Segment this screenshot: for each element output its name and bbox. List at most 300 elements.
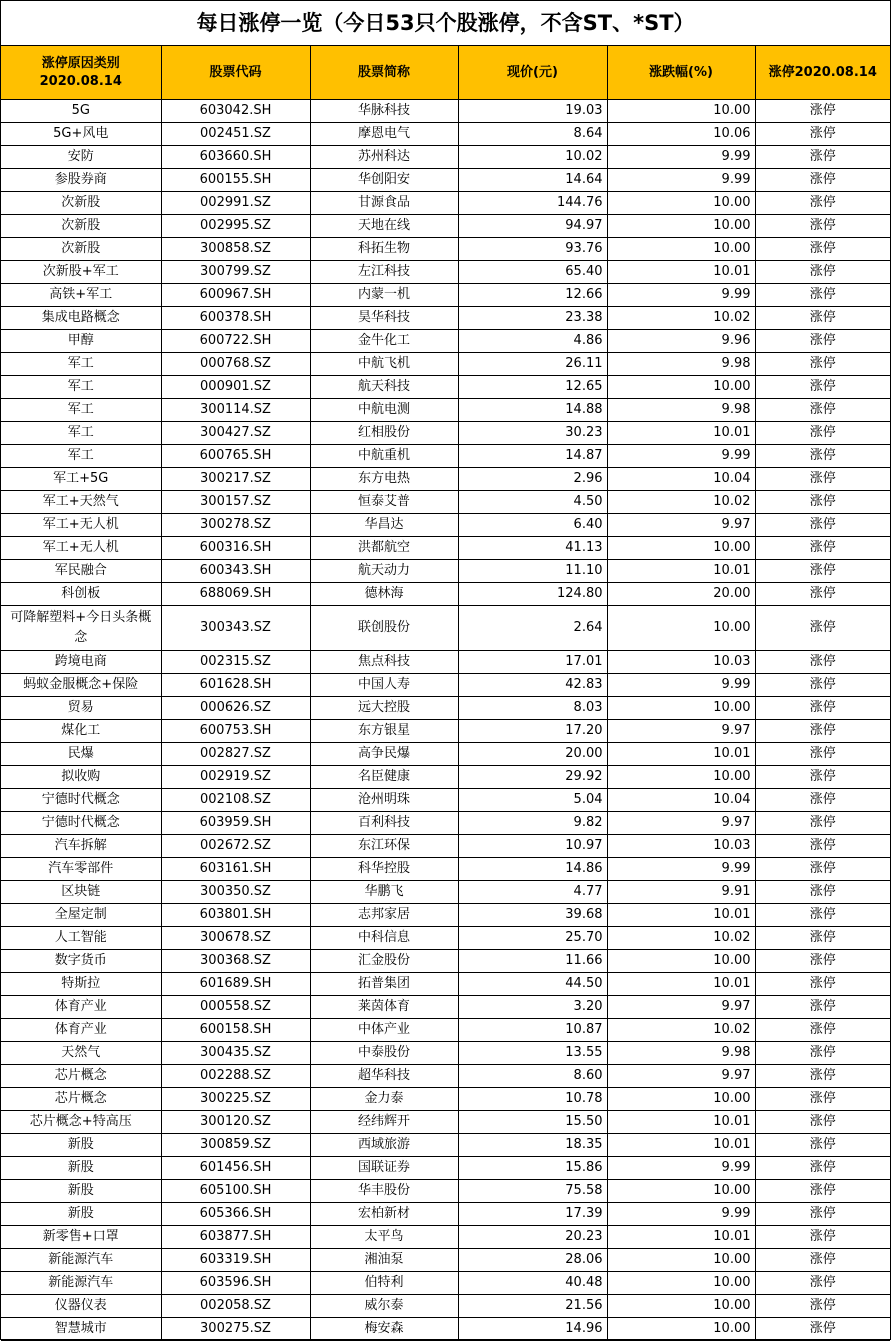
cell-status: 涨停 bbox=[755, 353, 890, 376]
cell-reason: 军工+天然气 bbox=[1, 491, 161, 514]
cell-code: 600967.SH bbox=[161, 284, 310, 307]
cell-name: 湘油泵 bbox=[310, 1249, 458, 1272]
cell-status: 涨停 bbox=[755, 422, 890, 445]
table-row bbox=[1, 1203, 890, 1226]
cell-status: 涨停 bbox=[755, 1318, 890, 1341]
cell-price: 17.20 bbox=[458, 720, 607, 743]
cell-reason: 高铁+军工 bbox=[1, 284, 161, 307]
cell-code: 000558.SZ bbox=[161, 996, 310, 1019]
cell-name: 东方银星 bbox=[310, 720, 458, 743]
cell-reason: 全屋定制 bbox=[1, 904, 161, 927]
cell-code: 600753.SH bbox=[161, 720, 310, 743]
cell-change: 10.01 bbox=[607, 973, 755, 996]
cell-change: 10.01 bbox=[607, 1111, 755, 1134]
cell-code: 603596.SH bbox=[161, 1272, 310, 1295]
cell-status: 涨停 bbox=[755, 927, 890, 950]
cell-reason: 5G bbox=[1, 100, 161, 123]
table-row bbox=[1, 307, 890, 330]
cell-status: 涨停 bbox=[755, 583, 890, 606]
table-row bbox=[1, 491, 890, 514]
cell-reason: 参股券商 bbox=[1, 169, 161, 192]
cell-reason: 军工 bbox=[1, 422, 161, 445]
cell-status: 涨停 bbox=[755, 560, 890, 583]
cell-change: 9.97 bbox=[607, 720, 755, 743]
cell-change: 9.99 bbox=[607, 284, 755, 307]
table-row bbox=[1, 146, 890, 169]
cell-reason: 民爆 bbox=[1, 743, 161, 766]
cell-code: 603801.SH bbox=[161, 904, 310, 927]
cell-status: 涨停 bbox=[755, 215, 890, 238]
cell-name: 超华科技 bbox=[310, 1065, 458, 1088]
cell-reason: 智慧城市 bbox=[1, 1318, 161, 1341]
table-row bbox=[1, 215, 890, 238]
cell-reason: 新股 bbox=[1, 1180, 161, 1203]
header-name: 股票简称 bbox=[310, 46, 458, 100]
cell-name: 甘源食品 bbox=[310, 192, 458, 215]
cell-code: 603042.SH bbox=[161, 100, 310, 123]
cell-reason: 拟收购 bbox=[1, 766, 161, 789]
cell-change: 9.91 bbox=[607, 881, 755, 904]
cell-name: 科拓生物 bbox=[310, 238, 458, 261]
cell-code: 603660.SH bbox=[161, 146, 310, 169]
table-row bbox=[1, 835, 890, 858]
cell-price: 93.76 bbox=[458, 238, 607, 261]
cell-reason: 次新股+军工 bbox=[1, 261, 161, 284]
cell-name: 华脉科技 bbox=[310, 100, 458, 123]
table-row bbox=[1, 1134, 890, 1157]
cell-code: 300799.SZ bbox=[161, 261, 310, 284]
cell-code: 300350.SZ bbox=[161, 881, 310, 904]
cell-name: 沧州明珠 bbox=[310, 789, 458, 812]
table-row bbox=[1, 789, 890, 812]
cell-name: 拓普集团 bbox=[310, 973, 458, 996]
cell-price: 20.23 bbox=[458, 1226, 607, 1249]
cell-reason: 跨境电商 bbox=[1, 651, 161, 674]
cell-code: 600722.SH bbox=[161, 330, 310, 353]
cell-code: 300217.SZ bbox=[161, 468, 310, 491]
cell-change: 10.00 bbox=[607, 1272, 755, 1295]
table-row bbox=[1, 1065, 890, 1088]
cell-status: 涨停 bbox=[755, 720, 890, 743]
table-row bbox=[1, 973, 890, 996]
cell-status: 涨停 bbox=[755, 1180, 890, 1203]
cell-price: 13.55 bbox=[458, 1042, 607, 1065]
cell-change: 9.99 bbox=[607, 1203, 755, 1226]
cell-status: 涨停 bbox=[755, 376, 890, 399]
cell-change: 9.99 bbox=[607, 858, 755, 881]
cell-name: 宏柏新材 bbox=[310, 1203, 458, 1226]
cell-price: 10.87 bbox=[458, 1019, 607, 1042]
cell-price: 5.04 bbox=[458, 789, 607, 812]
cell-code: 688069.SH bbox=[161, 583, 310, 606]
cell-status: 涨停 bbox=[755, 1111, 890, 1134]
table-row bbox=[1, 261, 890, 284]
cell-code: 603161.SH bbox=[161, 858, 310, 881]
cell-status: 涨停 bbox=[755, 835, 890, 858]
cell-status: 涨停 bbox=[755, 307, 890, 330]
cell-name: 太平鸟 bbox=[310, 1226, 458, 1249]
cell-reason: 新股 bbox=[1, 1157, 161, 1180]
cell-reason: 军工 bbox=[1, 376, 161, 399]
table-row bbox=[1, 743, 890, 766]
cell-change: 10.00 bbox=[607, 766, 755, 789]
cell-change: 9.97 bbox=[607, 1065, 755, 1088]
cell-price: 17.39 bbox=[458, 1203, 607, 1226]
cell-code: 002827.SZ bbox=[161, 743, 310, 766]
cell-status: 涨停 bbox=[755, 904, 890, 927]
cell-change: 10.00 bbox=[607, 100, 755, 123]
cell-reason: 新零售+口罩 bbox=[1, 1226, 161, 1249]
cell-name: 苏州科达 bbox=[310, 146, 458, 169]
cell-name: 德林海 bbox=[310, 583, 458, 606]
cell-status: 涨停 bbox=[755, 789, 890, 812]
cell-status: 涨停 bbox=[755, 399, 890, 422]
cell-name: 中国人寿 bbox=[310, 674, 458, 697]
cell-code: 300427.SZ bbox=[161, 422, 310, 445]
cell-name: 焦点科技 bbox=[310, 651, 458, 674]
table-row bbox=[1, 766, 890, 789]
cell-change: 9.98 bbox=[607, 399, 755, 422]
table-row bbox=[1, 697, 890, 720]
cell-price: 15.86 bbox=[458, 1157, 607, 1180]
cell-code: 300858.SZ bbox=[161, 238, 310, 261]
cell-price: 6.40 bbox=[458, 514, 607, 537]
cell-change: 9.98 bbox=[607, 1042, 755, 1065]
table-row bbox=[1, 445, 890, 468]
cell-code: 300120.SZ bbox=[161, 1111, 310, 1134]
cell-code: 600316.SH bbox=[161, 537, 310, 560]
cell-name: 百利科技 bbox=[310, 812, 458, 835]
cell-status: 涨停 bbox=[755, 491, 890, 514]
cell-code: 300278.SZ bbox=[161, 514, 310, 537]
cell-code: 002288.SZ bbox=[161, 1065, 310, 1088]
table-row bbox=[1, 1042, 890, 1065]
cell-reason: 军工+无人机 bbox=[1, 537, 161, 560]
cell-status: 涨停 bbox=[755, 169, 890, 192]
cell-reason: 煤化工 bbox=[1, 720, 161, 743]
cell-price: 75.58 bbox=[458, 1180, 607, 1203]
cell-price: 39.68 bbox=[458, 904, 607, 927]
table-row bbox=[1, 376, 890, 399]
cell-code: 603877.SH bbox=[161, 1226, 310, 1249]
cell-code: 002108.SZ bbox=[161, 789, 310, 812]
cell-reason: 数字货币 bbox=[1, 950, 161, 973]
cell-code: 300435.SZ bbox=[161, 1042, 310, 1065]
cell-reason: 科创板 bbox=[1, 583, 161, 606]
cell-status: 涨停 bbox=[755, 881, 890, 904]
cell-reason: 新能源汽车 bbox=[1, 1272, 161, 1295]
cell-reason: 次新股 bbox=[1, 215, 161, 238]
cell-change: 10.03 bbox=[607, 835, 755, 858]
cell-status: 涨停 bbox=[755, 468, 890, 491]
table-row bbox=[1, 1249, 890, 1272]
cell-code: 002058.SZ bbox=[161, 1295, 310, 1318]
cell-change: 10.01 bbox=[607, 904, 755, 927]
cell-code: 603319.SH bbox=[161, 1249, 310, 1272]
cell-change: 9.97 bbox=[607, 514, 755, 537]
cell-status: 涨停 bbox=[755, 1019, 890, 1042]
table-row bbox=[1, 651, 890, 674]
cell-price: 9.82 bbox=[458, 812, 607, 835]
cell-price: 29.92 bbox=[458, 766, 607, 789]
cell-price: 14.87 bbox=[458, 445, 607, 468]
cell-reason: 安防 bbox=[1, 146, 161, 169]
table-row bbox=[1, 1272, 890, 1295]
cell-price: 17.01 bbox=[458, 651, 607, 674]
cell-code: 002315.SZ bbox=[161, 651, 310, 674]
cell-name: 昊华科技 bbox=[310, 307, 458, 330]
cell-name: 华鹏飞 bbox=[310, 881, 458, 904]
cell-name: 经纬辉开 bbox=[310, 1111, 458, 1134]
cell-price: 4.50 bbox=[458, 491, 607, 514]
cell-change: 9.97 bbox=[607, 812, 755, 835]
cell-change: 10.01 bbox=[607, 261, 755, 284]
cell-change: 10.00 bbox=[607, 1249, 755, 1272]
cell-code: 600378.SH bbox=[161, 307, 310, 330]
cell-status: 涨停 bbox=[755, 537, 890, 560]
table-row bbox=[1, 399, 890, 422]
cell-reason: 军工 bbox=[1, 399, 161, 422]
cell-code: 300368.SZ bbox=[161, 950, 310, 973]
cell-name: 中航电测 bbox=[310, 399, 458, 422]
table-row bbox=[1, 514, 890, 537]
table-row bbox=[1, 606, 890, 651]
cell-change: 10.00 bbox=[607, 537, 755, 560]
cell-status: 涨停 bbox=[755, 1249, 890, 1272]
cell-status: 涨停 bbox=[755, 1065, 890, 1088]
cell-status: 涨停 bbox=[755, 330, 890, 353]
cell-reason: 特斯拉 bbox=[1, 973, 161, 996]
cell-reason: 贸易 bbox=[1, 697, 161, 720]
cell-reason: 5G+风电 bbox=[1, 123, 161, 146]
table-row bbox=[1, 169, 890, 192]
header-reason-line1: 涨停原因类别 bbox=[41, 55, 120, 71]
table-row bbox=[1, 468, 890, 491]
cell-reason: 宁德时代概念 bbox=[1, 812, 161, 835]
cell-change: 10.00 bbox=[607, 697, 755, 720]
cell-price: 94.97 bbox=[458, 215, 607, 238]
cell-name: 华昌达 bbox=[310, 514, 458, 537]
cell-name: 高争民爆 bbox=[310, 743, 458, 766]
cell-price: 11.66 bbox=[458, 950, 607, 973]
cell-status: 涨停 bbox=[755, 1042, 890, 1065]
cell-price: 14.64 bbox=[458, 169, 607, 192]
cell-name: 东方电热 bbox=[310, 468, 458, 491]
cell-code: 601689.SH bbox=[161, 973, 310, 996]
cell-code: 300859.SZ bbox=[161, 1134, 310, 1157]
table-row bbox=[1, 583, 890, 606]
header-change: 涨跌幅(%) bbox=[607, 46, 755, 100]
cell-status: 涨停 bbox=[755, 1226, 890, 1249]
table-row bbox=[1, 996, 890, 1019]
cell-status: 涨停 bbox=[755, 445, 890, 468]
cell-reason: 新股 bbox=[1, 1134, 161, 1157]
cell-price: 8.60 bbox=[458, 1065, 607, 1088]
cell-change: 9.96 bbox=[607, 330, 755, 353]
table-row bbox=[1, 330, 890, 353]
cell-status: 涨停 bbox=[755, 1203, 890, 1226]
cell-status: 涨停 bbox=[755, 100, 890, 123]
cell-code: 000626.SZ bbox=[161, 697, 310, 720]
cell-code: 603959.SH bbox=[161, 812, 310, 835]
cell-code: 605366.SH bbox=[161, 1203, 310, 1226]
cell-name: 左江科技 bbox=[310, 261, 458, 284]
cell-change: 10.00 bbox=[607, 215, 755, 238]
cell-price: 10.97 bbox=[458, 835, 607, 858]
header-price: 现价(元) bbox=[458, 46, 607, 100]
cell-status: 涨停 bbox=[755, 192, 890, 215]
cell-change: 10.01 bbox=[607, 1226, 755, 1249]
cell-status: 涨停 bbox=[755, 950, 890, 973]
cell-name: 威尔泰 bbox=[310, 1295, 458, 1318]
cell-change: 10.02 bbox=[607, 1019, 755, 1042]
table-row bbox=[1, 123, 890, 146]
cell-reason: 新能源汽车 bbox=[1, 1249, 161, 1272]
cell-reason: 军工 bbox=[1, 353, 161, 376]
cell-reason: 芯片概念+特高压 bbox=[1, 1111, 161, 1134]
table-row bbox=[1, 1180, 890, 1203]
cell-code: 002919.SZ bbox=[161, 766, 310, 789]
cell-code: 002451.SZ bbox=[161, 123, 310, 146]
cell-name: 中体产业 bbox=[310, 1019, 458, 1042]
cell-change: 10.00 bbox=[607, 1088, 755, 1111]
cell-change: 10.04 bbox=[607, 468, 755, 491]
cell-status: 涨停 bbox=[755, 996, 890, 1019]
cell-change: 10.01 bbox=[607, 560, 755, 583]
cell-code: 300157.SZ bbox=[161, 491, 310, 514]
cell-status: 涨停 bbox=[755, 674, 890, 697]
cell-name: 伯特利 bbox=[310, 1272, 458, 1295]
cell-change: 9.99 bbox=[607, 674, 755, 697]
table-row bbox=[1, 1226, 890, 1249]
cell-change: 10.01 bbox=[607, 1134, 755, 1157]
cell-status: 涨停 bbox=[755, 1295, 890, 1318]
cell-name: 中航重机 bbox=[310, 445, 458, 468]
cell-price: 14.88 bbox=[458, 399, 607, 422]
cell-reason: 军工 bbox=[1, 445, 161, 468]
cell-code: 002672.SZ bbox=[161, 835, 310, 858]
cell-price: 42.83 bbox=[458, 674, 607, 697]
cell-reason: 军工+无人机 bbox=[1, 514, 161, 537]
cell-change: 10.03 bbox=[607, 651, 755, 674]
cell-reason: 人工智能 bbox=[1, 927, 161, 950]
cell-reason: 宁德时代概念 bbox=[1, 789, 161, 812]
table-row bbox=[1, 720, 890, 743]
page-title: 每日涨停一览（今日53只个股涨停，不含ST、*ST） bbox=[1, 1, 890, 46]
cell-reason: 次新股 bbox=[1, 192, 161, 215]
cell-reason: 体育产业 bbox=[1, 1019, 161, 1042]
cell-price: 25.70 bbox=[458, 927, 607, 950]
cell-code: 600155.SH bbox=[161, 169, 310, 192]
table-row bbox=[1, 1019, 890, 1042]
cell-status: 涨停 bbox=[755, 812, 890, 835]
cell-name: 洪都航空 bbox=[310, 537, 458, 560]
cell-status: 涨停 bbox=[755, 743, 890, 766]
cell-reason: 蚂蚁金服概念+保险 bbox=[1, 674, 161, 697]
cell-price: 124.80 bbox=[458, 583, 607, 606]
table-row bbox=[1, 422, 890, 445]
cell-status: 涨停 bbox=[755, 858, 890, 881]
cell-reason: 天然气 bbox=[1, 1042, 161, 1065]
cell-price: 26.11 bbox=[458, 353, 607, 376]
cell-status: 涨停 bbox=[755, 697, 890, 720]
cell-price: 4.86 bbox=[458, 330, 607, 353]
table-body bbox=[1, 100, 890, 1341]
cell-name: 华创阳安 bbox=[310, 169, 458, 192]
cell-change: 9.99 bbox=[607, 146, 755, 169]
table-row bbox=[1, 1111, 890, 1134]
cell-name: 东江环保 bbox=[310, 835, 458, 858]
table-row bbox=[1, 927, 890, 950]
cell-name: 国联证券 bbox=[310, 1157, 458, 1180]
header-row bbox=[1, 46, 890, 100]
cell-change: 9.97 bbox=[607, 996, 755, 1019]
table-row bbox=[1, 858, 890, 881]
cell-reason: 区块链 bbox=[1, 881, 161, 904]
cell-name: 红相股份 bbox=[310, 422, 458, 445]
table-row bbox=[1, 192, 890, 215]
cell-reason: 可降解塑料+今日头条概念 bbox=[1, 606, 161, 651]
cell-change: 10.00 bbox=[607, 238, 755, 261]
table-row bbox=[1, 1295, 890, 1318]
cell-reason: 汽车零部件 bbox=[1, 858, 161, 881]
cell-name: 西域旅游 bbox=[310, 1134, 458, 1157]
cell-name: 远大控股 bbox=[310, 697, 458, 720]
cell-code: 300114.SZ bbox=[161, 399, 310, 422]
cell-status: 涨停 bbox=[755, 238, 890, 261]
cell-status: 涨停 bbox=[755, 1134, 890, 1157]
cell-change: 9.98 bbox=[607, 353, 755, 376]
cell-code: 300678.SZ bbox=[161, 927, 310, 950]
cell-name: 金力泰 bbox=[310, 1088, 458, 1111]
cell-change: 10.01 bbox=[607, 743, 755, 766]
table-row bbox=[1, 950, 890, 973]
cell-change: 10.06 bbox=[607, 123, 755, 146]
cell-price: 12.65 bbox=[458, 376, 607, 399]
cell-name: 科华控股 bbox=[310, 858, 458, 881]
cell-status: 涨停 bbox=[755, 651, 890, 674]
cell-price: 20.00 bbox=[458, 743, 607, 766]
cell-code: 600158.SH bbox=[161, 1019, 310, 1042]
cell-price: 2.64 bbox=[458, 606, 607, 651]
table-row bbox=[1, 1088, 890, 1111]
cell-name: 梅安森 bbox=[310, 1318, 458, 1341]
table-row bbox=[1, 238, 890, 261]
cell-code: 002991.SZ bbox=[161, 192, 310, 215]
cell-reason: 芯片概念 bbox=[1, 1088, 161, 1111]
cell-status: 涨停 bbox=[755, 284, 890, 307]
cell-status: 涨停 bbox=[755, 146, 890, 169]
cell-price: 19.03 bbox=[458, 100, 607, 123]
cell-change: 10.02 bbox=[607, 307, 755, 330]
cell-price: 14.96 bbox=[458, 1318, 607, 1341]
cell-price: 23.38 bbox=[458, 307, 607, 330]
cell-reason: 集成电路概念 bbox=[1, 307, 161, 330]
cell-change: 10.00 bbox=[607, 1295, 755, 1318]
cell-price: 8.64 bbox=[458, 123, 607, 146]
cell-name: 中科信息 bbox=[310, 927, 458, 950]
cell-change: 20.00 bbox=[607, 583, 755, 606]
cell-name: 志邦家居 bbox=[310, 904, 458, 927]
cell-reason: 军工+5G bbox=[1, 468, 161, 491]
cell-status: 涨停 bbox=[755, 1157, 890, 1180]
cell-status: 涨停 bbox=[755, 973, 890, 996]
cell-price: 40.48 bbox=[458, 1272, 607, 1295]
limit-up-table bbox=[1, 46, 890, 1341]
cell-change: 10.00 bbox=[607, 1180, 755, 1203]
table-row bbox=[1, 537, 890, 560]
cell-name: 天地在线 bbox=[310, 215, 458, 238]
